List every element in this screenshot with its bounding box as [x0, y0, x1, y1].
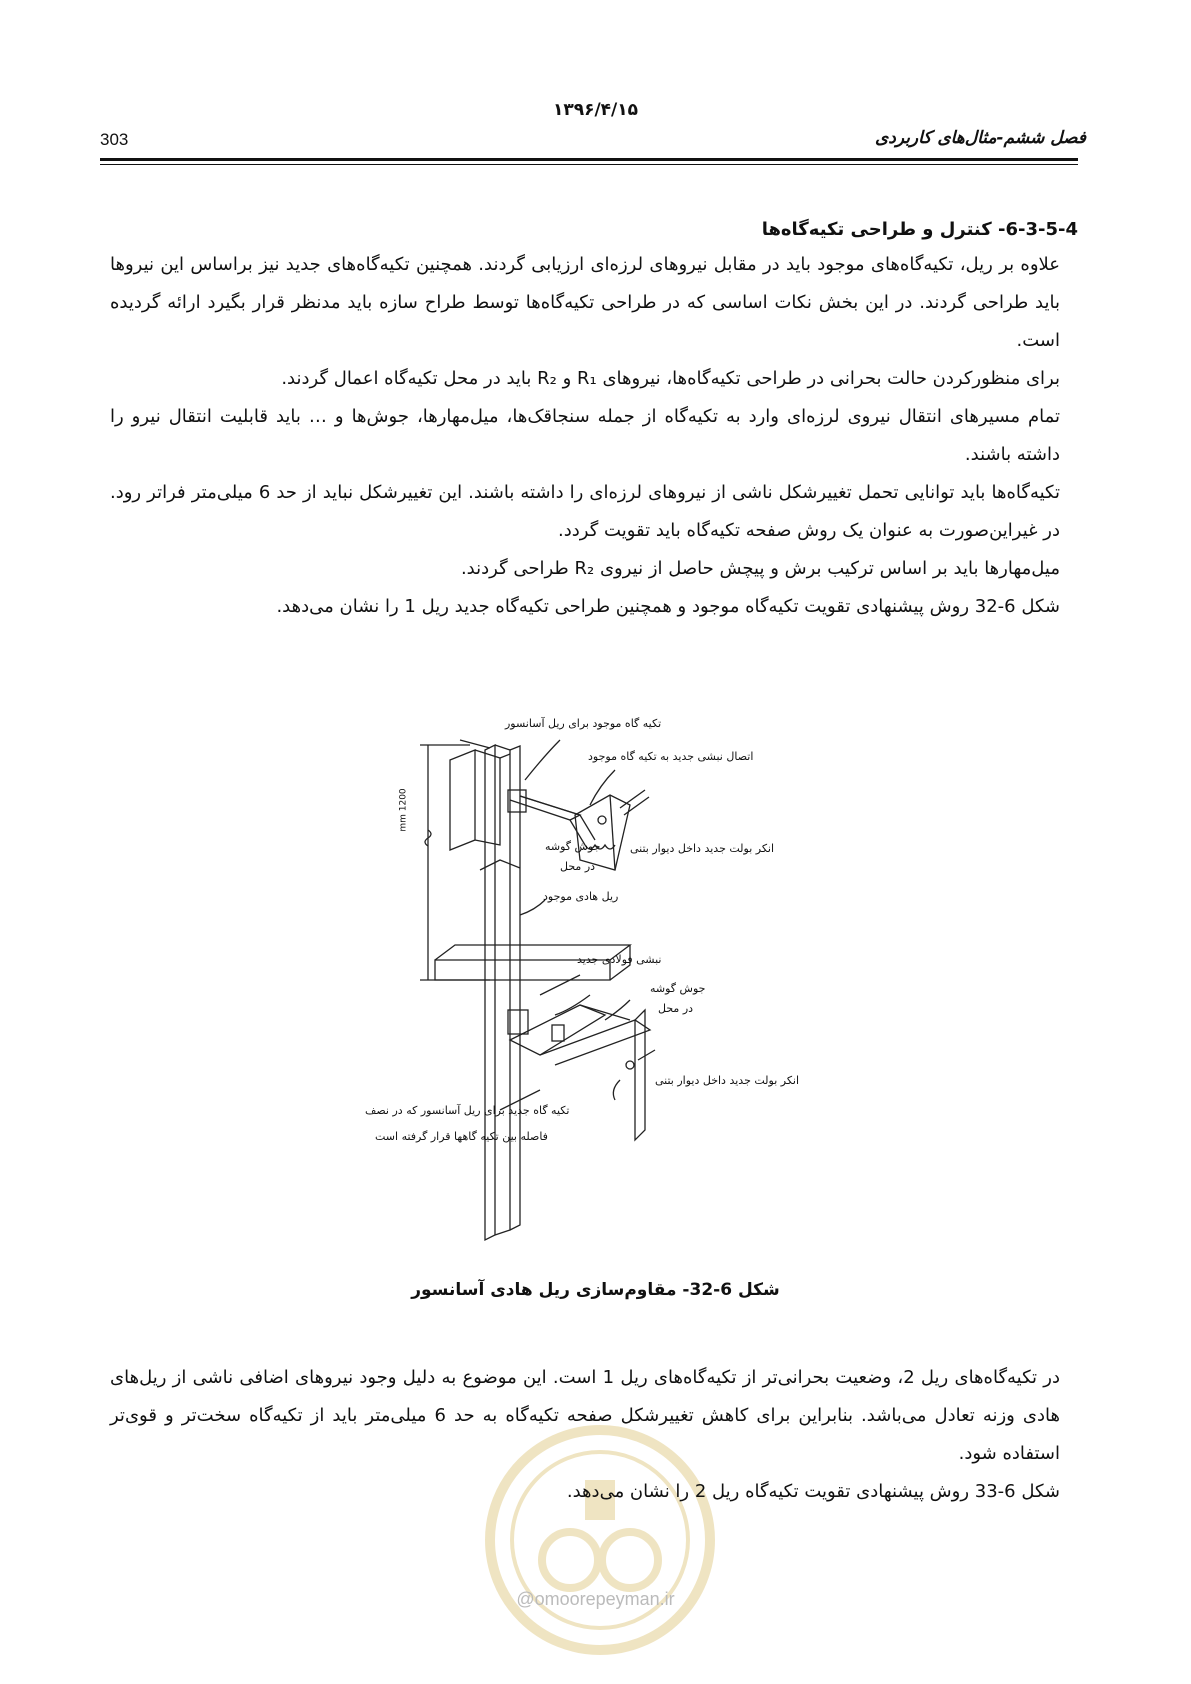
- paragraph: میل‌مهارها باید بر اساس ترکیب برش و پیچش حاصل از نیروی R₂ طراحی گردند.: [460, 558, 1060, 579]
- rail-support-drawing: [380, 720, 900, 1245]
- header-rule-thin: [100, 164, 1078, 165]
- body-text-bottom: [110, 1359, 1060, 1511]
- label-new-steel-angle: نبشی فولادی جدید: [577, 953, 662, 966]
- label-anchor-bolt-2: انکر بولت جدید داخل دیوار بتنی: [655, 1074, 800, 1087]
- section-heading: 6-3-5-4- کنترل و طراحی تکیه‌گاه‌ها: [761, 219, 1078, 240]
- paragraph: تکیه‌گاه‌ها باید توانایی تحمل تغییرشکل ناشی از نیروهای لرزه‌ای را داشته باشند. این تغییرشکل نباید از حد 6 میلی‌متر فراتر رود. در غیراین‌صورت به عنوان یک روش صفحه تکیه‌گاه باید تقویت گردد.: [110, 482, 1060, 541]
- figure-caption: شکل 6-32- مقاوم‌سازی ریل هادی آسانسور: [411, 1280, 780, 1300]
- paragraph: شکل 6-33 روش پیشنهادی تقویت تکیه‌گاه ریل 2 را نشان می‌دهد.: [566, 1481, 1060, 1502]
- label-new-support-line1: تکیه گاه جدید برای ریل آسانسور که در نصف: [365, 1104, 570, 1117]
- label-fillet-weld-2: جوش گوشه: [650, 982, 706, 995]
- label-anchor-bolt-1: انکر بولت جدید داخل دیوار بتنی: [630, 842, 775, 855]
- paragraph: شکل 6-32 روش پیشنهادی تقویت تکیه‌گاه موجود و همچنین طراحی تکیه‌گاه جدید ریل 1 را نشان می‌دهد.: [276, 596, 1060, 617]
- watermark-site: @omoorepeyman.ir: [516, 1589, 675, 1609]
- document-date: ۱۳۹۶/۴/۱۵: [552, 100, 639, 120]
- label-fillet-weld-1: جوش گوشه: [545, 840, 601, 853]
- header-rule-thick: [100, 158, 1078, 161]
- label-new-angle-connection: اتصال نبشی جدید به تکیه گاه موجود: [588, 750, 754, 763]
- label-existing-guide-rail: ریل هادی موجود: [543, 890, 619, 903]
- paragraph: برای منظورکردن حالت بحرانی در طراحی تکیه‌گاه‌ها، نیروهای R₁ و R₂ باید در محل تکیه‌گاه اعمال گردند.: [281, 368, 1060, 389]
- paragraph: در تکیه‌گاه‌های ریل 2، وضعیت بحرانی‌تر از تکیه‌گاه‌های ریل 1 است. این موضوع به دلیل وجود نیروهای اضافی ناشی از ریل‌های هادی وزنه تعادل می‌باشد. بنابراین برای کاهش تغییرشکل صفحه تکیه‌گاه به حد 6 میلی‌متر باید از تکیه‌گاه سخت‌تر و قوی‌تر استفاده شود.: [110, 1367, 1061, 1464]
- chapter-title: فصل ششم-مثال‌های کاربردی: [874, 128, 1086, 148]
- body-text-top: [110, 246, 1060, 626]
- label-new-support-line2: فاصله بین تکیه گاهها قرار گرفته است: [375, 1130, 548, 1143]
- label-dimension: 1200 mm: [398, 788, 409, 832]
- page-number: 303: [100, 130, 129, 149]
- label-in-place-1: در محل: [560, 860, 596, 873]
- label-existing-support: تکیه گاه موجود برای ریل آسانسور: [505, 717, 662, 730]
- paragraph: علاوه بر ریل، تکیه‌گاه‌های موجود باید در مقابل نیروهای لرزه‌ای ارزیابی گردند. همچنین تکیه‌گاه‌های جدید نیز براساس این نیروها باید طراحی گردند. در این بخش نکات اساسی که در طراحی تکیه‌گاه‌ها توسط طراح سازه باید مدنظر قرار بگیرد ارائه گردیده است.: [110, 254, 1060, 351]
- paragraph: تمام مسیرهای انتقال نیروی لرزه‌ای وارد به تکیه‌گاه از جمله سنجاقک‌ها، میل‌مهارها، جوش‌ها و … باید قابلیت انتقال نیرو را داشته باشند.: [110, 406, 1060, 465]
- figure-rail-retrofit: [365, 717, 900, 1245]
- label-in-place-2: در محل: [658, 1002, 694, 1015]
